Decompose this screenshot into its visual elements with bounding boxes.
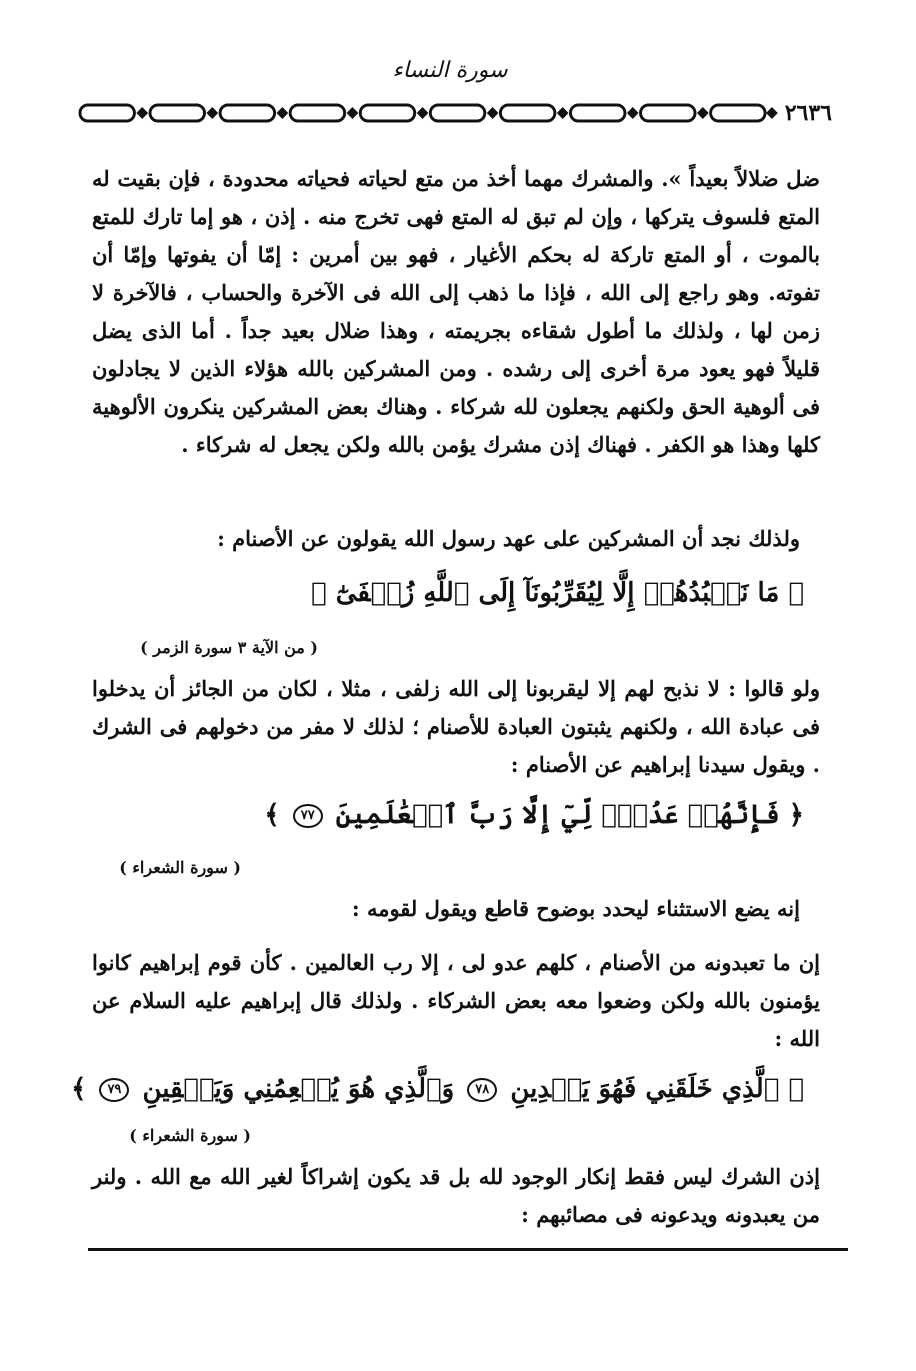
paragraph-4: إنه يضع الاستثناء ليحدد بوضوح قاطع ويقول لقومه : xyxy=(351,896,800,921)
footer-divider xyxy=(88,1248,848,1251)
chain-ornament xyxy=(78,100,779,126)
header-ornament-bar xyxy=(78,100,838,126)
verse-close-bracket: ﴾ xyxy=(71,1074,87,1104)
verse-text: فَإِنَّهُمۡ عَدُوّٞ لِّيٓ إِلَّا رَبَّ ٱلۡعَٰلَمِينَ xyxy=(335,800,780,830)
verse-open-bracket: ﴿ xyxy=(788,578,804,608)
paragraph-1: ضل ضلالاً بعيداً ». والمشرك مهما أخذ من متع لحياته فحياته محدودة ، فإن بقيت له المتع فلسوف يتركها ، وإن لم تبق له المتع فهى تخرج منه . إذن ، هو إما تارك للمتع بالموت ، أو المتع تاركة له بحكم الأغيار ، فهو بين أمرين : إمّا أن يفوتها وإمّا أن تفوته. وهو راجع إلى الله ، فإذا ما ذهب إلى الله فى الآخرة والحساب ، فالآخرة لا زمن لها ، ولذلك ما أطول شقاءه بجريمته ، وهذا ضلال بعيد جداً . أما الذى يضل قليلاً فهو يعود مرة أخرى إلى رشده . ومن المشركين بالله هؤلاء الذين لا يجادلون فى ألوهية الحق ولكنهم يجعلون لله شركاء . وهناك بعض المشركين ينكرون الألوهية كلها وهذا هو الكفر . فهناك إذن مشرك يؤمن بالله ولكن يجعل له شركاء . xyxy=(92,166,820,457)
verse-open-bracket: ﴿ xyxy=(788,1074,804,1104)
verse-text-part-1: ٱلَّذِي خَلَقَنِي فَهُوَ يَهۡدِينِ xyxy=(510,1074,780,1104)
verse-reference-2: ( سورة الشعراء ) xyxy=(119,858,241,877)
paragraph-2: ولذلك نجد أن المشركين على عهد رسول الله يقولون عن الأصنام : xyxy=(217,526,800,551)
verse-reference-3: ( سورة الشعراء ) xyxy=(129,1126,251,1145)
verse-text: مَا نَعۡبُدُهُمۡ إِلَّا لِيُقَرِّبُونَآ إِلَى ٱللَّهِ زُلۡفَىٰٓ xyxy=(335,578,780,608)
quran-verse-3 xyxy=(71,1074,804,1104)
paragraph-5: إن ما تعبدونه من الأصنام ، كلهم عدو لى ، إلا رب العالمين . كأن قوم إبراهيم كانوا يؤمنون بالله ولكن وضعوا معه بعض الشركاء . ولذلك قال إبراهيم عليه السلام عن الله : xyxy=(92,950,820,1051)
verse-close-bracket: ﴾ xyxy=(264,800,280,830)
verse-close-bracket: ﴾ xyxy=(311,578,327,608)
surah-title: سورة النساء xyxy=(392,58,508,83)
paragraph-6: إذن الشرك ليس فقط إنكار الوجود لله بل قد يكون إشراكاً لغير الله مع الله . ولنر من يعبدونه ويدعونه فى مصائبهم : xyxy=(92,1164,820,1227)
ayah-number-badge: ٧٨ xyxy=(467,1078,497,1102)
verse-open-bracket: ﴿ xyxy=(788,800,804,830)
verse-reference-1: ( من الآية ٣ سورة الزمر ) xyxy=(140,638,318,657)
quran-verse-1 xyxy=(311,578,804,608)
paragraph-3: ولو قالوا : لا نذبح لهم إلا ليقربونا إلى الله زلفى ، مثلا ، لكان من الجائز أن يدخلوا فى عبادة الله ، ولكنهم يثبتون العبادة للأصنام ؛ لذلك لا مفر من دخولهم فى الشرك . ويقول سيدنا إبراهيم عن الأصنام : xyxy=(92,676,820,777)
verse-text-part-2: وَٱلَّذِي هُوَ يُطۡعِمُنِي وَيَسۡقِينِ xyxy=(142,1074,455,1104)
ayah-number-badge: ٧٩ xyxy=(99,1078,129,1102)
ayah-number-badge: ٧٧ xyxy=(293,804,323,828)
page-number: ٢٦٣٦ xyxy=(784,100,832,126)
quran-verse-2 xyxy=(264,800,804,830)
